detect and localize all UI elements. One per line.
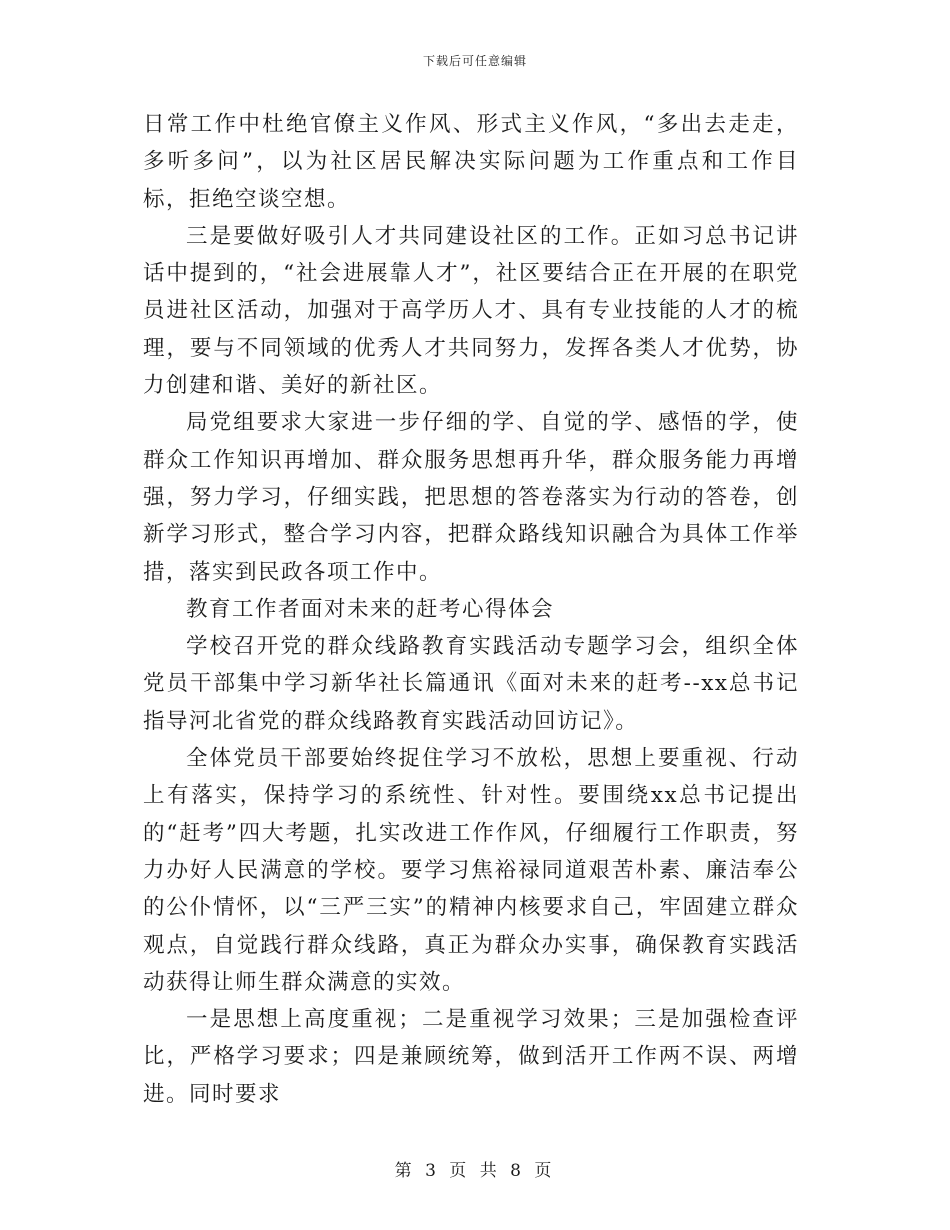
- page-header: 下载后可任意编辑: [422, 54, 527, 68]
- paragraph: 全体党员干部要始终捉住学习不放松，思想上要重视、行动上有落实，保持学习的系统性、针对性。要围绕xx总书记提出的“赶考”四大考题，扎实改进工作作风，仔细履行工作职责，努力办好人民满意的学校。要学习焦裕禄同道艰苦朴素、廉洁奉公的公仆情怀，以“三严三实”的精神内核要求自己，牢固建立群众观点，自觉践行群众线路，真正为群众办实事，确保教育实践活动获得让师生群众满意的实效。: [143, 746, 799, 995]
- paragraph: 局党组要求大家进一步仔细的学、自觉的学、感悟的学，使群众工作知识再增加、群众服务思想再升华，群众服务能力再增强，努力学习，仔细实践，把思想的答卷落实为行动的答卷，创新学习形式，整合学习内容，把群众路线知识融合为具体工作举措，落实到民政各项工作中。: [143, 410, 799, 585]
- section-heading: 教育工作者面对未来的赶考心得体会: [186, 596, 555, 622]
- paragraph: 日常工作中杜绝官僚主义作风、形式主义作风，“多出去走走，多听多问”，以为社区居民解决实际问题为工作重点和工作目标，拒绝空谈空想。: [143, 112, 799, 212]
- paragraph: 三是要做好吸引人才共同建设社区的工作。正如习总书记讲话中提到的，“社会进展靠人才”，社区要结合正在开展的在职党员进社区活动，加强对于高学历人才、具有专业技能的人才的梳理，要与不同领域的优秀人才共同努力，发挥各类人才优势，协力创建和谐、美好的新社区。: [143, 223, 799, 399]
- paragraph: 学校召开党的群众线路教育实践活动专题学习会，组织全体党员干部集中学习新华社长篇通讯《面对未来的赶考--xx总书记指导河北省党的群众线路教育实践活动回访记》。: [143, 634, 799, 734]
- paragraph: 一是思想上高度重视；二是重视学习效果；三是加强检查评比，严格学习要求；四是兼顾统筹，做到活开工作两不误、两增进。同时要求: [143, 1007, 799, 1107]
- page-number: 第 3 页 共 8 页: [394, 1161, 556, 1181]
- document-body: [143, 106, 799, 1113]
